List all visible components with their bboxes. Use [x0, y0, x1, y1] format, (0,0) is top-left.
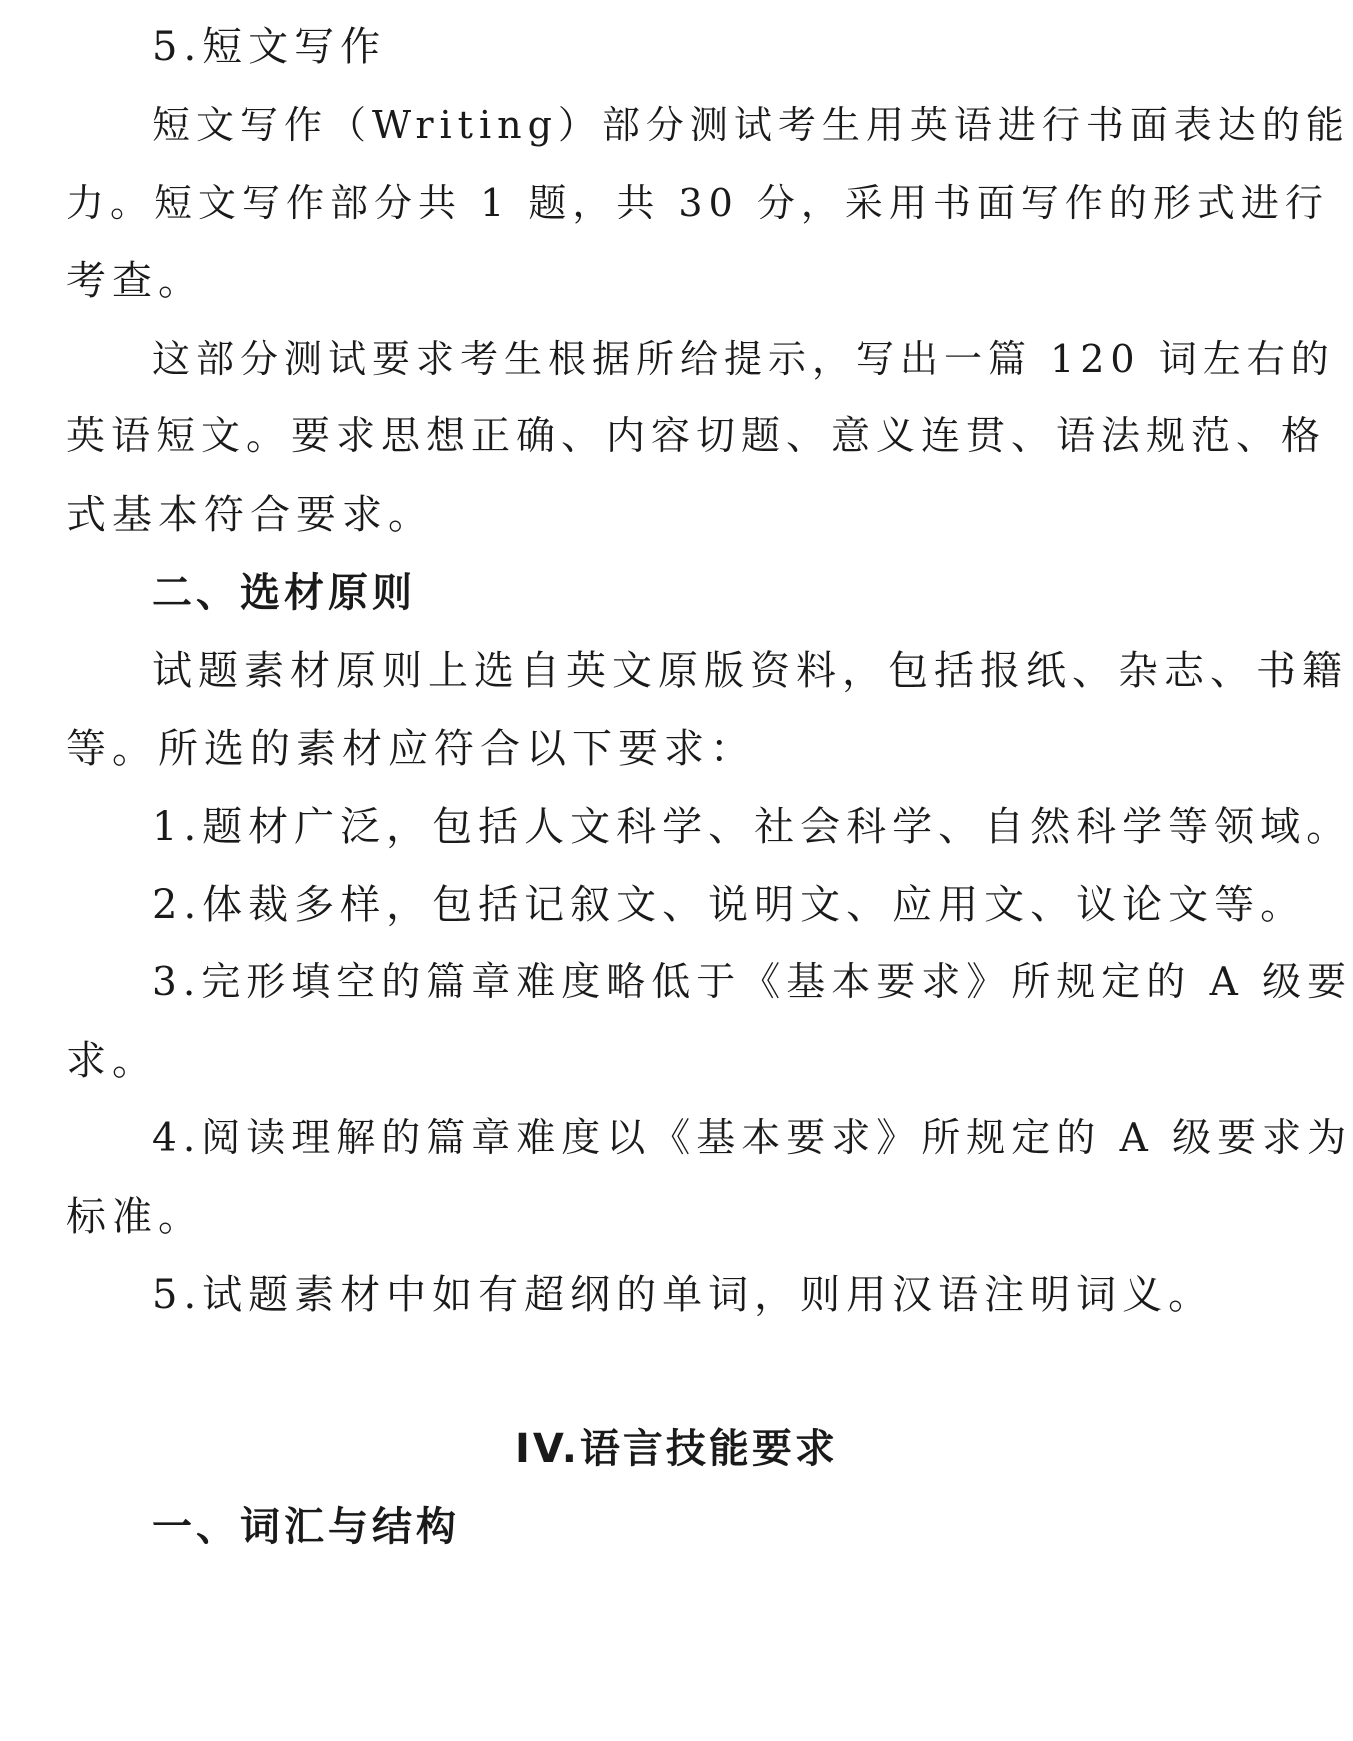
material-intro-line1: 试题素材原则上选自英文原版资料，包括报纸、杂志、书籍 — [152, 648, 1348, 694]
material-item-5: 5.试题素材中如有超纲的单词，则用汉语注明词义。 — [152, 1272, 1215, 1318]
language-skills-title: IV.语言技能要求 — [515, 1426, 838, 1472]
material-item-3-line2: 求。 — [66, 1038, 158, 1084]
material-item-1: 1.题材广泛，包括人文科学、社会科学、自然科学等领域。 — [152, 804, 1353, 850]
material-principles-heading: 二、选材原则 — [152, 570, 416, 616]
material-item-4-line2: 标准。 — [66, 1194, 204, 1240]
writing-p1-line1: 短文写作（Writing）部分测试考生用英语进行书面表达的能 — [152, 103, 1350, 147]
writing-p2-line2: 英语短文。要求思想正确、内容切题、意义连贯、语法规范、格 — [66, 414, 1327, 459]
writing-p2-line3: 式基本符合要求。 — [66, 492, 434, 538]
writing-section-title: 5.短文写作 — [152, 24, 387, 70]
material-item-3-line1: 3.完形填空的篇章难度略低于《基本要求》所规定的 A 级要 — [152, 960, 1353, 1005]
material-item-2: 2.体裁多样，包括记叙文、说明文、应用文、议论文等。 — [152, 882, 1307, 928]
material-item-4-line1: 4.阅读理解的篇章难度以《基本要求》所规定的 A 级要求为 — [152, 1116, 1353, 1161]
vocabulary-structure-heading: 一、词汇与结构 — [152, 1504, 460, 1550]
writing-p1-line2: 力。短文写作部分共 1 题，共 30 分，采用书面写作的形式进行 — [66, 181, 1329, 225]
writing-p2-line1: 这部分测试要求考生根据所给提示，写出一篇 120 词左右的 — [152, 337, 1335, 381]
writing-p1-line3: 考查。 — [66, 258, 204, 304]
material-intro-line2: 等。所选的素材应符合以下要求： — [66, 726, 756, 772]
